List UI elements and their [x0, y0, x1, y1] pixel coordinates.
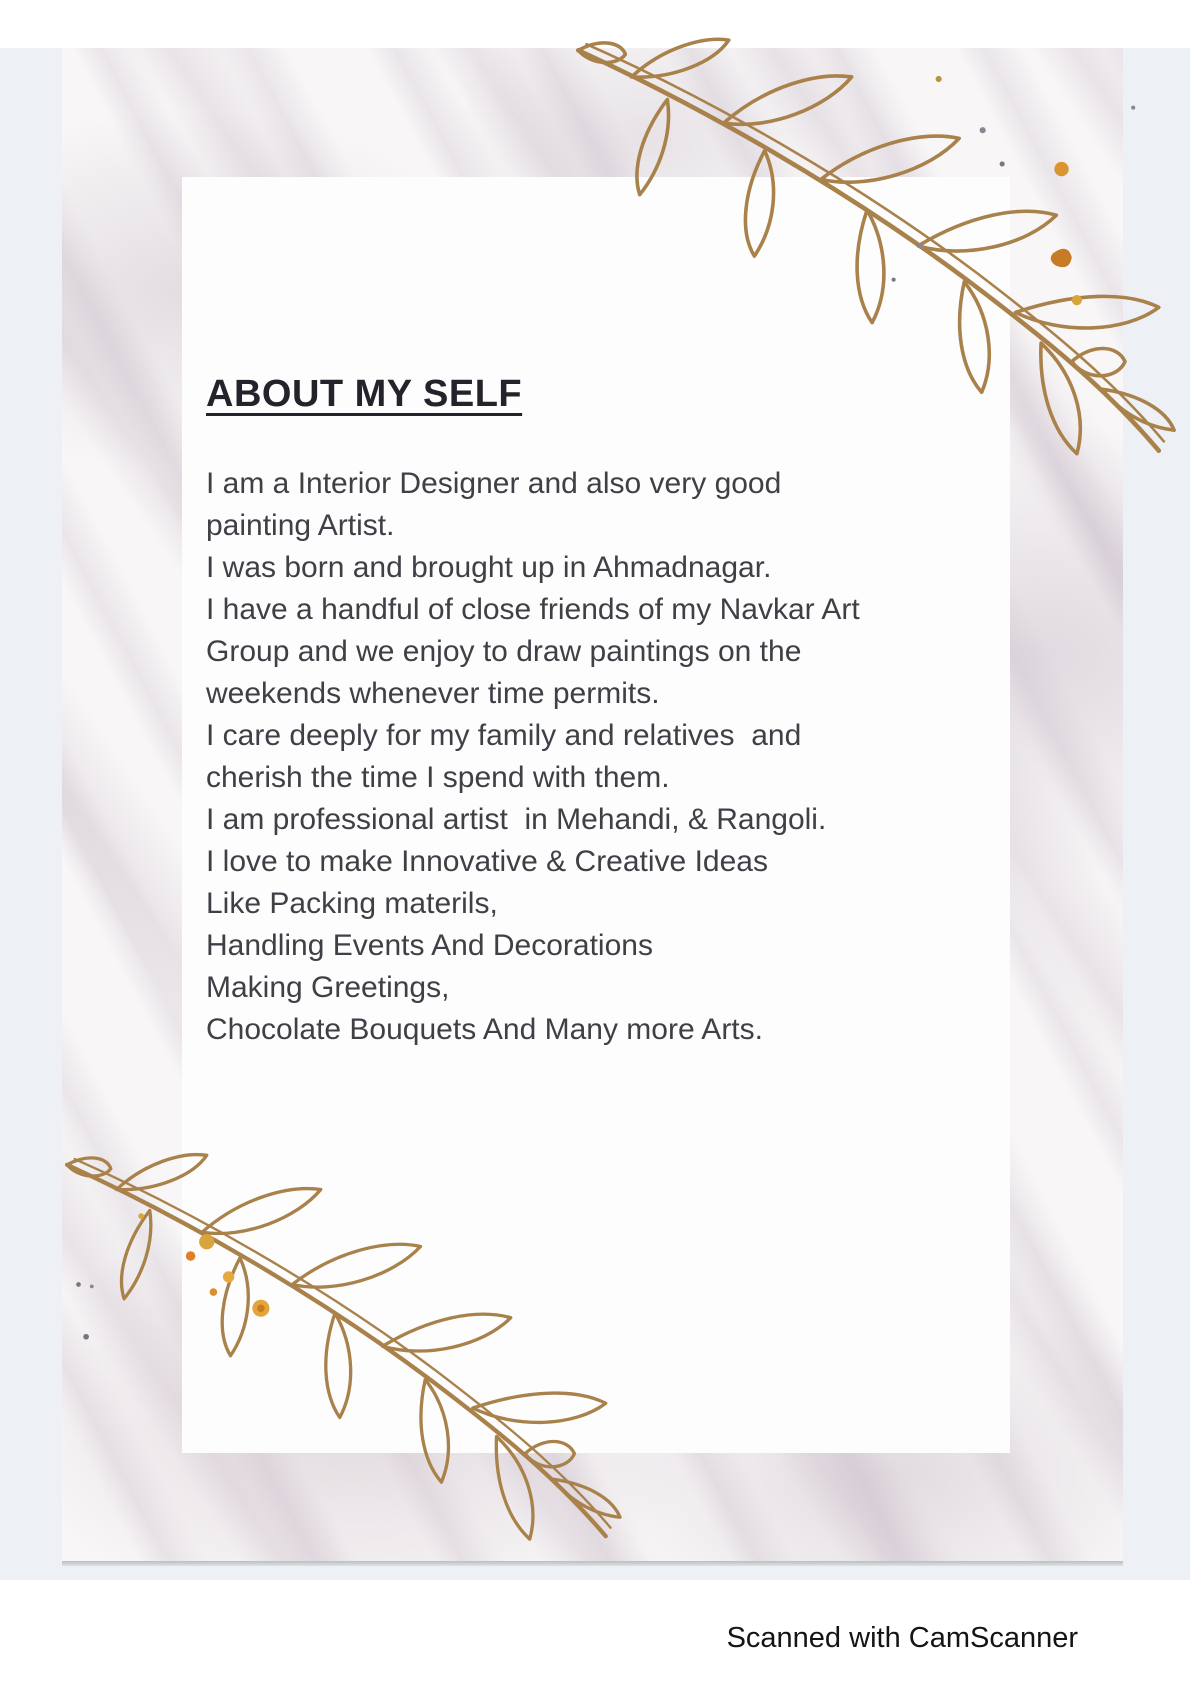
- gold-leaf-branch-icon: [542, 36, 1190, 466]
- about-text-line: Like Packing materils,: [206, 887, 498, 920]
- about-text-line: I care deeply for my family and relatives and: [206, 719, 802, 752]
- about-text-line: Handling Events And Decorations: [206, 929, 653, 962]
- about-text-line: weekends whenever time permits.: [206, 677, 660, 710]
- about-text-line: Making Greetings,: [206, 971, 450, 1004]
- about-text-line: Group and we enjoy to draw paintings on the: [206, 635, 802, 668]
- about-text-line: I was born and brought up in Ahmadnagar.: [206, 551, 772, 584]
- about-text-line: I am professional artist in Mehandi, & Rangoli.: [206, 803, 827, 836]
- page-title: ABOUT MY SELF: [206, 373, 523, 415]
- camscanner-watermark: Scanned with CamScanner: [726, 1622, 1078, 1654]
- about-text-line: cherish the time I spend with them.: [206, 761, 670, 794]
- about-text: [206, 463, 986, 1051]
- about-text-line: I have a handful of close friends of my Navkar Art: [206, 593, 860, 626]
- about-text-line: painting Artist.: [206, 509, 395, 542]
- scanned-photo: [62, 48, 1123, 1563]
- about-text-line: I am a Interior Designer and also very good: [206, 467, 782, 500]
- about-text-line: Chocolate Bouquets And Many more Arts.: [206, 1013, 763, 1046]
- about-text-line: I love to make Innovative & Creative Ideas: [206, 845, 768, 878]
- gold-leaf-branch-icon: [50, 1086, 620, 1616]
